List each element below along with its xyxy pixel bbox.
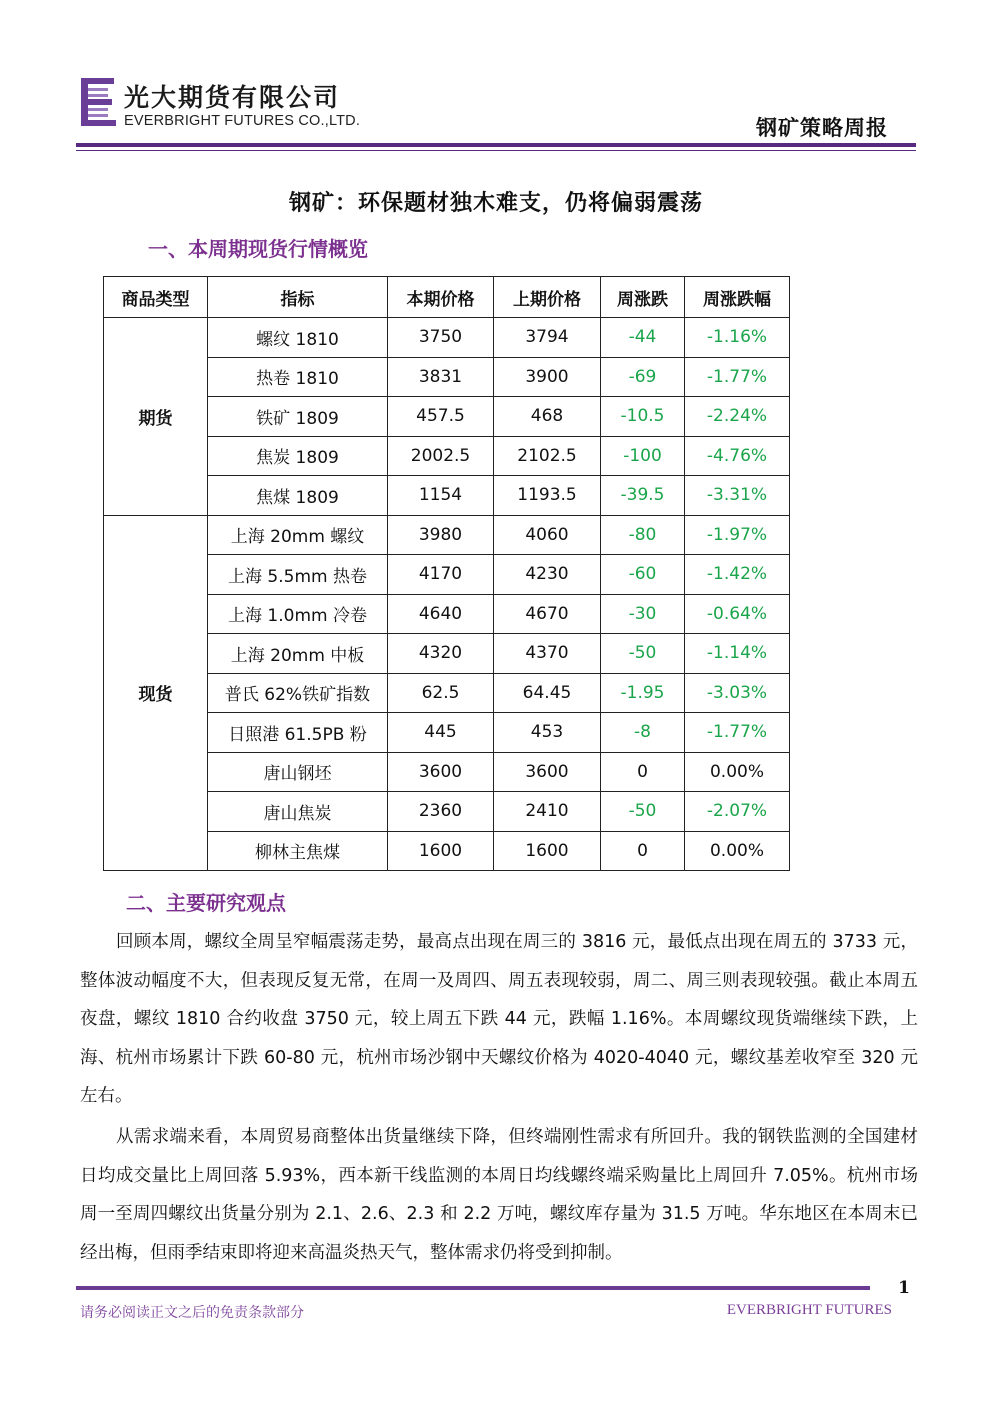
current-price-cell: 2360 xyxy=(388,792,494,832)
previous-price-cell: 3794 xyxy=(494,318,601,358)
indicator-cell: 上海 5.5mm 热卷 xyxy=(208,555,388,595)
footer-divider xyxy=(76,1286,870,1290)
weekly-change-cell: -8 xyxy=(601,713,685,753)
footer-brand: EVERBRIGHT FUTURES xyxy=(726,1302,892,1318)
current-price-cell: 4170 xyxy=(388,555,494,595)
header-cell: 本期价格 xyxy=(388,277,494,318)
weekly-change-pct-cell: -0.64% xyxy=(685,594,790,634)
current-price-cell: 1600 xyxy=(388,831,494,871)
previous-price-cell: 4230 xyxy=(494,555,601,595)
weekly-change-pct-cell: -2.24% xyxy=(685,397,790,437)
header-cell: 上期价格 xyxy=(494,277,601,318)
weekly-change-pct-cell: -1.77% xyxy=(685,357,790,397)
weekly-change-pct-cell: -1.16% xyxy=(685,318,790,358)
weekly-change-cell: -1.95 xyxy=(601,673,685,713)
company-name-en: EVERBRIGHT FUTURES CO.,LTD. xyxy=(124,113,361,129)
company-logo-icon xyxy=(79,76,119,128)
previous-price-cell: 1193.5 xyxy=(494,476,601,516)
indicator-cell: 焦炭 1809 xyxy=(208,436,388,476)
price-table xyxy=(103,276,790,871)
current-price-cell: 62.5 xyxy=(388,673,494,713)
header-cell: 指标 xyxy=(208,277,388,318)
weekly-change-cell: -39.5 xyxy=(601,476,685,516)
weekly-change-pct-cell: -1.77% xyxy=(685,713,790,753)
page-number: 1 xyxy=(898,1278,910,1298)
weekly-change-pct-cell: -2.07% xyxy=(685,792,790,832)
header-divider xyxy=(76,143,916,147)
weekly-change-cell: -10.5 xyxy=(601,397,685,437)
indicator-cell: 上海 20mm 中板 xyxy=(208,634,388,674)
paragraph: 回顾本周，螺纹全周呈窄幅震荡走势，最高点出现在周三的 3816 元，最低点出现在周五的 3733 元，整体波动幅度不大，但表现反复无常，在周一及周四、周五表现较弱，周二、周三则表现较强。截止本周五夜盘，螺纹 1810 合约收盘 3750 元，较上周五下跌 44 元，跌幅 1.16%。本周螺纹现货端继续下跌，上海、杭州市场累计下跌 60-80 元，杭州市场沙钢中天螺纹价格为 4020-4040 元，螺纹基差收窄至 320 元左右。 xyxy=(80,932,918,1107)
weekly-change-pct-cell: -1.14% xyxy=(685,634,790,674)
current-price-cell: 2002.5 xyxy=(388,436,494,476)
current-price-cell: 3831 xyxy=(388,357,494,397)
table-header-row xyxy=(104,277,790,318)
previous-price-cell: 2102.5 xyxy=(494,436,601,476)
weekly-change-cell: -44 xyxy=(601,318,685,358)
current-price-cell: 445 xyxy=(388,713,494,753)
section-heading-views: 二、主要研究观点 xyxy=(126,891,286,915)
indicator-cell: 螺纹 1810 xyxy=(208,318,388,358)
indicator-cell: 唐山钢坯 xyxy=(208,752,388,792)
previous-price-cell: 468 xyxy=(494,397,601,437)
weekly-change-cell: -30 xyxy=(601,594,685,634)
weekly-change-cell: -80 xyxy=(601,515,685,555)
current-price-cell: 3600 xyxy=(388,752,494,792)
weekly-change-pct-cell: -1.42% xyxy=(685,555,790,595)
report-title: 钢矿：环保题材独木难支，仍将偏弱震荡 xyxy=(288,191,703,216)
weekly-change-cell: 0 xyxy=(601,752,685,792)
category-cell-futures: 期货 xyxy=(104,318,208,516)
weekly-change-cell: -69 xyxy=(601,357,685,397)
company-name-cn: 光大期货有限公司 xyxy=(124,83,341,112)
weekly-change-cell: -100 xyxy=(601,436,685,476)
previous-price-cell: 453 xyxy=(494,713,601,753)
category-cell-spot: 现货 xyxy=(104,515,208,871)
header-divider-thin xyxy=(76,150,916,151)
header-cell: 商品类型 xyxy=(104,277,208,318)
paragraph: 从需求端来看，本周贸易商整体出货量继续下降，但终端刚性需求有所回升。我的钢铁监测的全国建材日均成交量比上周回落 5.93%，西本新干线监测的本周日均线螺终端采购量比上周回升 7.05%。杭州市场周一至周四螺纹出货量分别为 2.1、2.6、2.3 和 2.2 万吨，螺纹库存量为 31.5 万吨。华东地区在本周末已经出梅，但雨季结束即将迎来高温炎热天气，整体需求仍将受到抑制。 xyxy=(80,1127,918,1263)
previous-price-cell: 2410 xyxy=(494,792,601,832)
weekly-change-cell: -50 xyxy=(601,792,685,832)
weekly-change-pct-cell: -4.76% xyxy=(685,436,790,476)
previous-price-cell: 4060 xyxy=(494,515,601,555)
header-cell: 周涨跌 xyxy=(601,277,685,318)
weekly-change-pct-cell: 0.00% xyxy=(685,831,790,871)
weekly-change-cell: 0 xyxy=(601,831,685,871)
weekly-change-cell: -50 xyxy=(601,634,685,674)
weekly-change-pct-cell: -3.03% xyxy=(685,673,790,713)
table-row xyxy=(104,318,790,358)
indicator-cell: 上海 20mm 螺纹 xyxy=(208,515,388,555)
indicator-cell: 唐山焦炭 xyxy=(208,792,388,832)
weekly-change-pct-cell: -1.97% xyxy=(685,515,790,555)
current-price-cell: 4320 xyxy=(388,634,494,674)
current-price-cell: 1154 xyxy=(388,476,494,516)
indicator-cell: 柳林主焦煤 xyxy=(208,831,388,871)
current-price-cell: 457.5 xyxy=(388,397,494,437)
weekly-change-cell: -60 xyxy=(601,555,685,595)
table-row xyxy=(104,515,790,555)
weekly-change-pct-cell: 0.00% xyxy=(685,752,790,792)
previous-price-cell: 4370 xyxy=(494,634,601,674)
previous-price-cell: 3600 xyxy=(494,752,601,792)
header-cell: 周涨跌幅 xyxy=(685,277,790,318)
weekly-change-pct-cell: -3.31% xyxy=(685,476,790,516)
indicator-cell: 日照港 61.5PB 粉 xyxy=(208,713,388,753)
indicator-cell: 铁矿 1809 xyxy=(208,397,388,437)
current-price-cell: 3750 xyxy=(388,318,494,358)
disclaimer-note: 请务必阅读正文之后的免责条款部分 xyxy=(80,1305,304,1321)
previous-price-cell: 1600 xyxy=(494,831,601,871)
indicator-cell: 热卷 1810 xyxy=(208,357,388,397)
indicator-cell: 上海 1.0mm 冷卷 xyxy=(208,594,388,634)
section-heading-overview: 一、本周期现货行情概览 xyxy=(148,237,368,261)
indicator-cell: 焦煤 1809 xyxy=(208,476,388,516)
current-price-cell: 4640 xyxy=(388,594,494,634)
report-type: 钢矿策略周报 xyxy=(756,116,888,140)
previous-price-cell: 4670 xyxy=(494,594,601,634)
current-price-cell: 3980 xyxy=(388,515,494,555)
previous-price-cell: 64.45 xyxy=(494,673,601,713)
indicator-cell: 普氏 62%铁矿指数 xyxy=(208,673,388,713)
previous-price-cell: 3900 xyxy=(494,357,601,397)
